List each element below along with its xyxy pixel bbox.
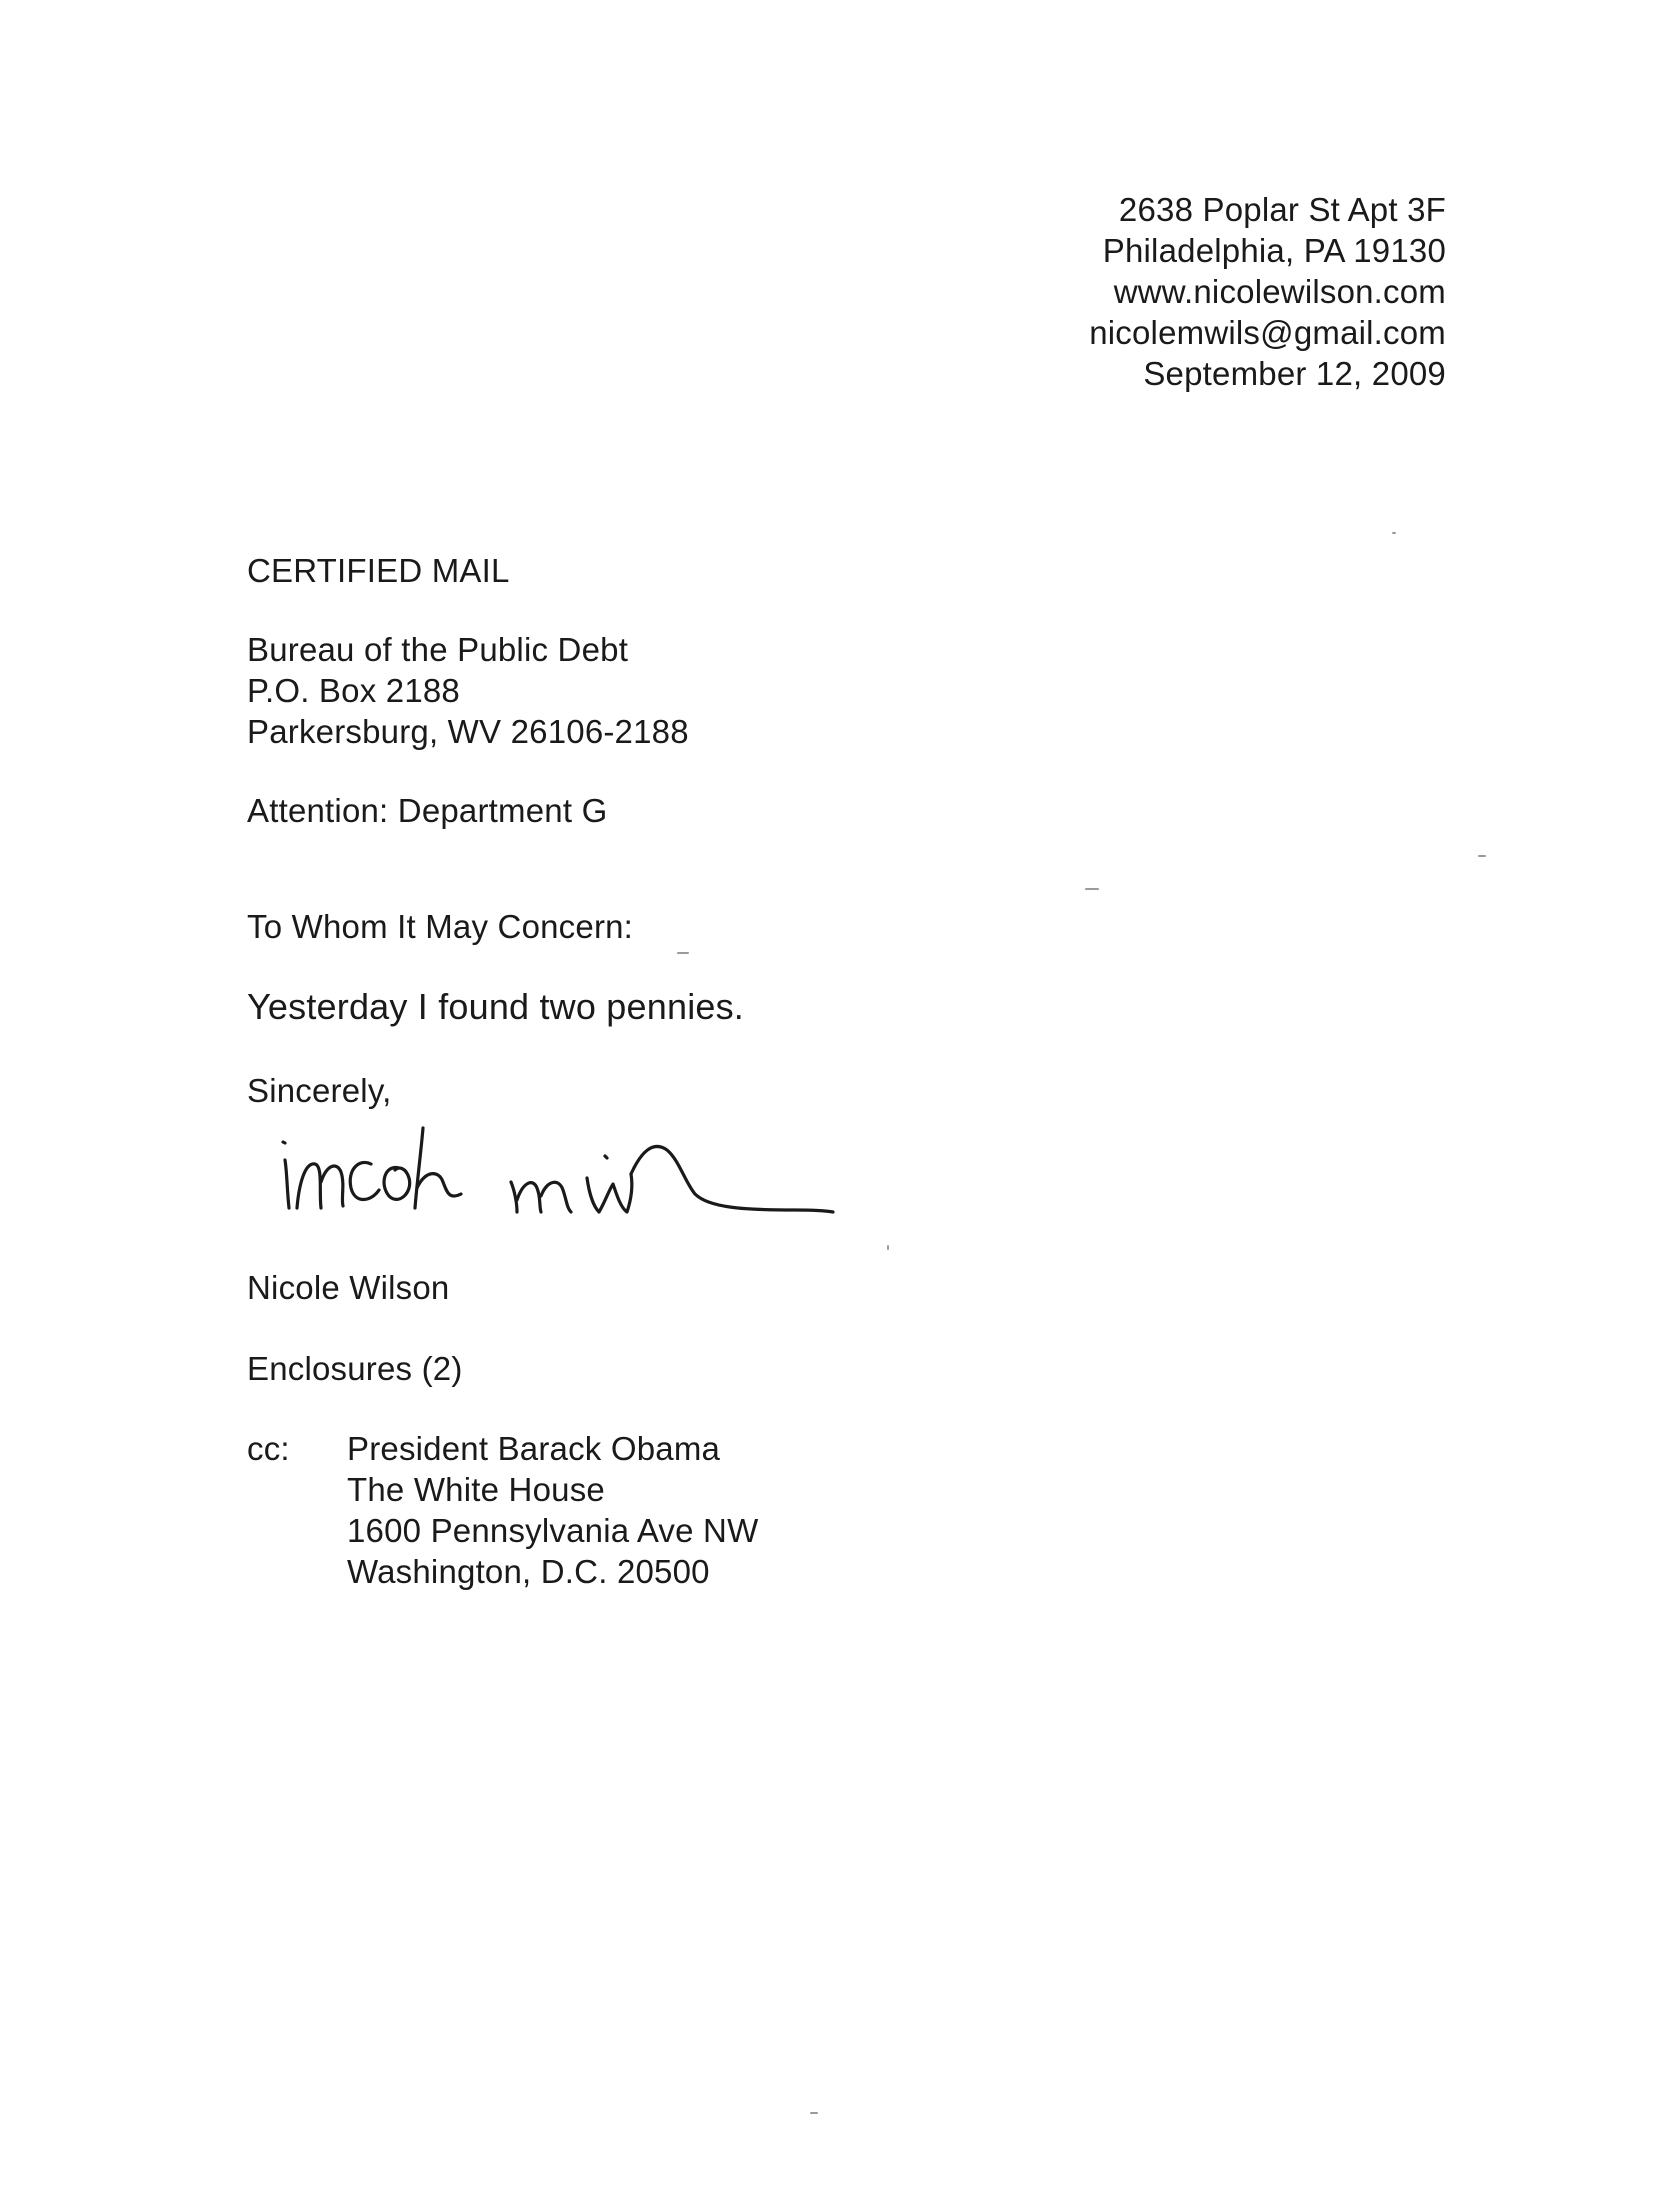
- cc-address-block: [347, 1428, 758, 1592]
- scan-speck: [677, 952, 689, 954]
- cc-name: President Barack Obama: [347, 1430, 721, 1467]
- recipient-city-state-zip: Parkersburg, WV 26106-2188: [247, 713, 689, 750]
- cc-city-state-zip: Washington, D.C. 20500: [347, 1553, 710, 1590]
- closing: Sincerely,: [247, 1072, 392, 1109]
- attention-line: Attention: Department G: [247, 792, 608, 829]
- scan-speck: [1478, 855, 1486, 857]
- sender-email: nicolemwils@gmail.com: [1089, 314, 1446, 351]
- scan-speck: [887, 1245, 889, 1250]
- letter-date: September 12, 2009: [1143, 355, 1446, 392]
- delivery-method: CERTIFIED MAIL: [247, 552, 510, 589]
- sender-city-state-zip: Philadelphia, PA 19130: [1102, 232, 1446, 269]
- recipient-address-block: [247, 629, 689, 752]
- signer-name: Nicole Wilson: [247, 1269, 450, 1306]
- scan-speck: [1085, 888, 1099, 890]
- enclosures-note: Enclosures (2): [247, 1350, 463, 1387]
- sender-website: www.nicolewilson.com: [1113, 273, 1446, 310]
- handwritten-signature-icon: [275, 1112, 835, 1242]
- cc-street: 1600 Pennsylvania Ave NW: [347, 1512, 759, 1549]
- recipient-name: Bureau of the Public Debt: [247, 631, 629, 668]
- sender-address-block: [1089, 189, 1446, 394]
- scan-speck: [810, 2112, 818, 2114]
- salutation: To Whom It May Concern:: [247, 908, 634, 945]
- letter-body: Yesterday I found two pennies.: [247, 986, 745, 1027]
- recipient-po-box: P.O. Box 2188: [247, 672, 460, 709]
- sender-street: 2638 Poplar St Apt 3F: [1118, 191, 1446, 228]
- cc-organization: The White House: [347, 1471, 605, 1508]
- scan-speck: [1392, 532, 1396, 534]
- cc-label: cc:: [247, 1430, 290, 1467]
